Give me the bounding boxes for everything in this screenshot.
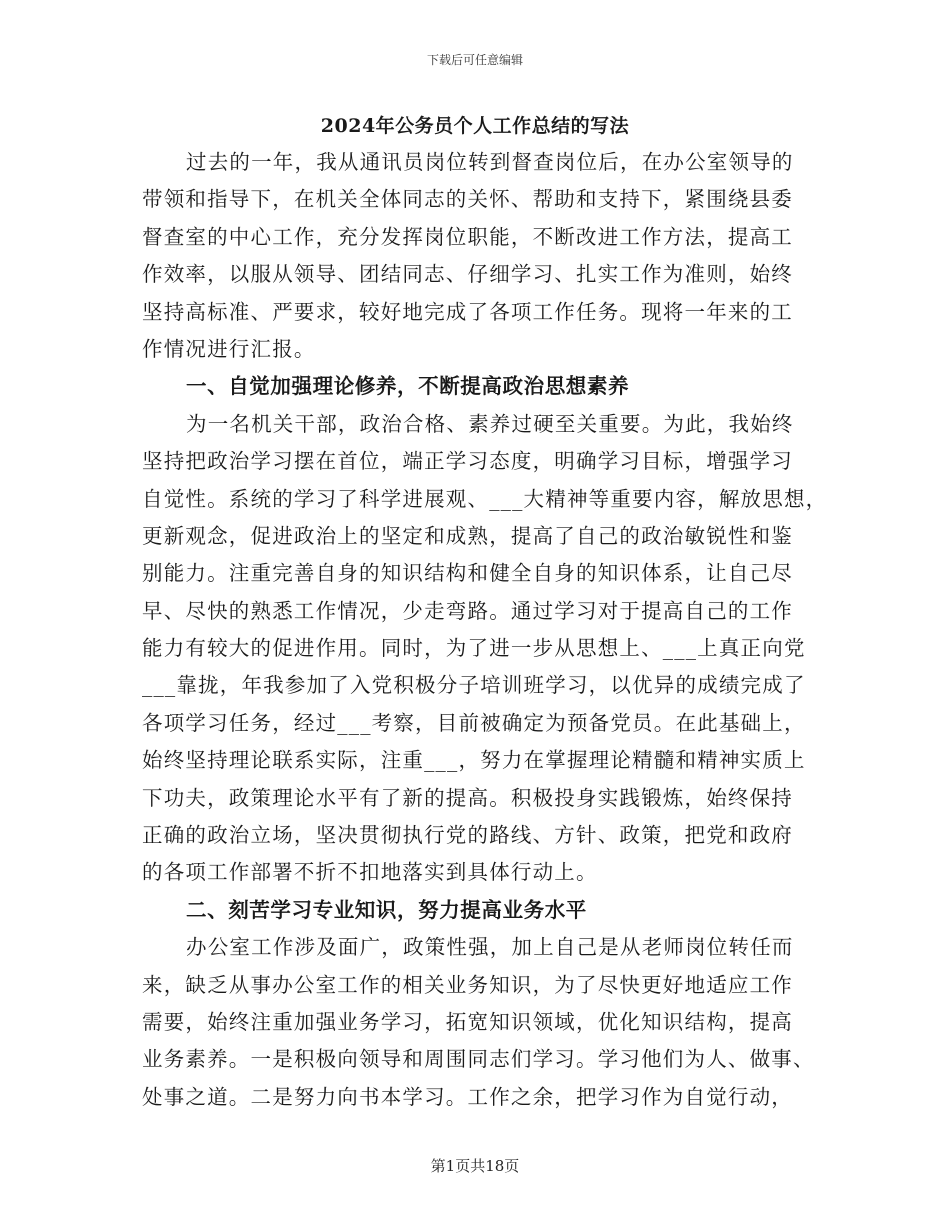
section-heading: 一、自觉加强理论修养，不断提高政治思想素养	[186, 374, 630, 399]
paragraph-line: 各项学习任务，经过___考察，目前被确定为预备党员。在此基础上，	[142, 710, 806, 735]
section-heading: 二、刻苦学习专业知识，努力提高业务水平	[186, 897, 587, 922]
paragraph-line: 督查室的中心工作，充分发挥岗位职能，不断改进工作方法，提高工	[142, 224, 793, 249]
paragraph-line: 业务素养。一是积极向领导和周围同志们学习。学习他们为人、做事、	[142, 1047, 815, 1072]
paragraph-line: 能力有较大的促进作用。同时，为了进一步从思想上、___上真正向党	[142, 636, 806, 661]
paragraph-line: 办公室工作涉及面广，政策性强，加上自己是从老师岗位转任而	[186, 935, 794, 960]
paragraph-line: 作效率，以服从领导、团结同志、仔细学习、扎实工作为准则，始终	[142, 262, 793, 287]
paragraph-line: 自觉性。系统的学习了科学进展观、___大精神等重要内容，解放思想，	[142, 486, 828, 511]
paragraph-line: 坚持把政治学习摆在首位，端正学习态度，明确学习目标，增强学习	[142, 449, 793, 474]
paragraph-line: 正确的政治立场，坚决贯彻执行党的路线、方针、政策，把党和政府	[142, 823, 793, 848]
document-body	[142, 144, 828, 1116]
paragraph-line: 坚持高标准、严要求，较好地完成了各项工作任务。现将一年来的工	[142, 299, 793, 324]
paragraph-line: ___靠拢，年我参加了入党积极分子培训班学习，以优异的成绩完成了	[142, 673, 806, 698]
document-title: 2024年公务员个人工作总结的写法	[320, 115, 630, 137]
paragraph-line: 始终坚持理论联系实际，注重___，努力在掌握理论精髓和精神实质上	[142, 748, 806, 773]
paragraph-line: 下功夫，政策理论水平有了新的提高。积极投身实践锻炼，始终保持	[142, 785, 793, 810]
page-number: 第1页共18页	[430, 1157, 520, 1175]
paragraph-line: 需要，始终注重加强业务学习，拓宽知识领域，优化知识结构，提高	[142, 1009, 793, 1034]
paragraph-line: 作情况进行汇报。	[142, 336, 316, 361]
page-header: 下载后可任意编辑	[426, 53, 523, 67]
paragraph-line: 带领和指导下，在机关全体同志的关怀、帮助和支持下，紧围绕县委	[142, 187, 793, 212]
paragraph-line: 为一名机关干部，政治合格、素养过硬至关重要。为此，我始终	[186, 411, 794, 436]
paragraph-line: 处事之道。二是努力向书本学习。工作之余，把学习作为自觉行动，	[142, 1084, 793, 1109]
paragraph-line: 的各项工作部署不折不扣地落实到具体行动上。	[142, 860, 598, 885]
paragraph-line: 早、尽快的熟悉工作情况，少走弯路。通过学习对于提高自己的工作	[142, 598, 793, 623]
paragraph-line: 过去的一年，我从通讯员岗位转到督查岗位后，在办公室领导的	[186, 150, 794, 174]
paragraph-line: 别能力。注重完善自身的知识结构和健全自身的知识体系，让自己尽	[142, 561, 793, 586]
paragraph-line: 来，缺乏从事办公室工作的相关业务知识，为了尽快更好地适应工作	[142, 972, 793, 997]
paragraph-line: 更新观念，促进政治上的坚定和成熟，提高了自己的政治敏锐性和鉴	[142, 523, 793, 548]
